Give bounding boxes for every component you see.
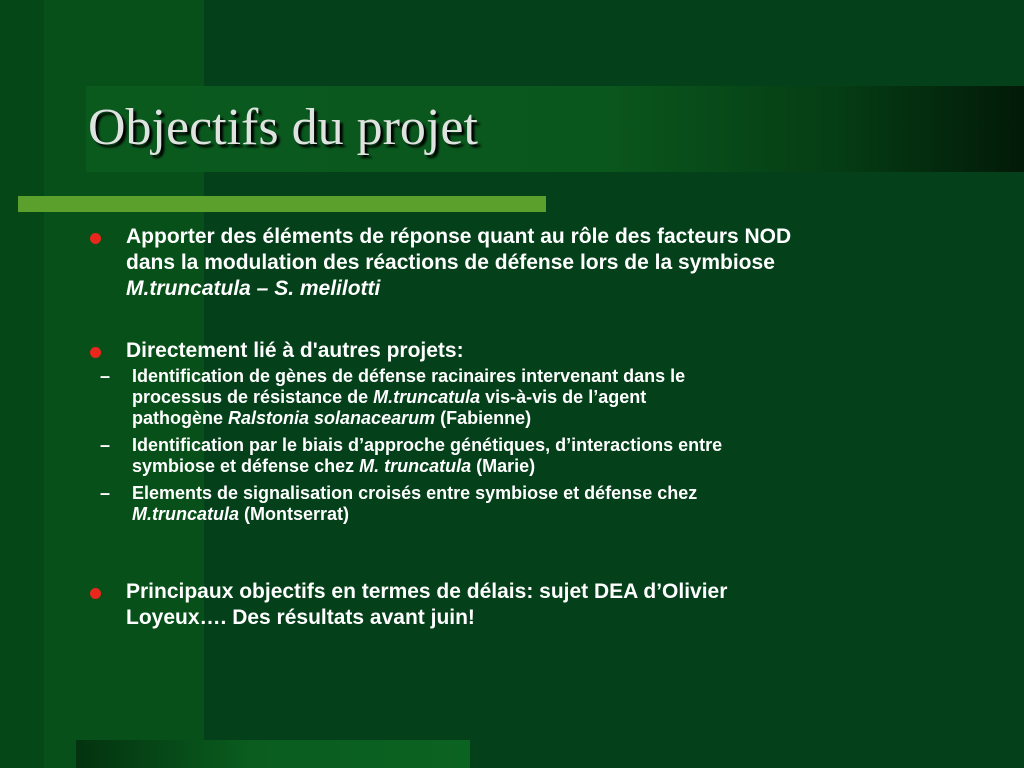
text-run: vis-à-vis de l’agent [480, 387, 647, 407]
sub-item-fabienne [86, 366, 966, 429]
dash-icon: – [100, 366, 111, 386]
dash-icon: – [100, 435, 111, 455]
sub-line [132, 408, 966, 429]
sub-item-montserrat [86, 483, 966, 525]
sub-line [132, 387, 966, 408]
slide-title: Objectifs du projet [88, 99, 478, 156]
sub-line: Elements de signalisation croisés entre symbiose et défense chez [132, 483, 698, 503]
red-dot-icon [90, 233, 101, 244]
bullet-item-related-projects [86, 338, 966, 364]
text-run: symbiose et défense chez [132, 456, 360, 476]
red-dot-icon [90, 347, 101, 358]
text-run: (Montserrat) [239, 504, 350, 524]
sub-line [132, 504, 966, 525]
species-name: M.truncatula [132, 504, 240, 524]
background-left-strip [0, 0, 44, 768]
sub-line [132, 456, 966, 477]
bullet-item-timeline [86, 579, 966, 631]
species-name: Ralstonia solanacearum [228, 408, 436, 428]
text-run: pathogène [132, 408, 229, 428]
sub-line: Identification de gènes de défense racinaires intervenant dans le [132, 366, 686, 386]
red-dot-icon [90, 588, 101, 599]
slide-body [86, 224, 966, 631]
sub-list [86, 366, 966, 525]
bullet-line [126, 276, 966, 302]
text-run: processus de résistance de [132, 387, 374, 407]
bullet-line: Principaux objectifs en termes de délais: sujet DEA d’Olivier [126, 580, 728, 603]
bullet-line: Loyeux…. Des résultats avant juin! [126, 606, 475, 629]
bullet-line: Apporter des éléments de réponse quant au rôle des facteurs NOD [126, 225, 792, 248]
species-name: M.truncatula [373, 387, 481, 407]
species-name: M. truncatula [359, 456, 472, 476]
sub-line: Identification par le biais d’approche génétiques, d’interactions entre [132, 435, 723, 455]
dash-icon: – [100, 483, 111, 503]
bullet-line: dans la modulation des réactions de défense lors de la symbiose [126, 251, 775, 274]
bullet-item-objectives [86, 224, 966, 302]
text-run: (Fabienne) [435, 408, 532, 428]
bottom-band [76, 740, 470, 768]
species-name: M.truncatula – S. melilotti [126, 277, 381, 300]
bullet-line: Directement lié à d'autres projets: [126, 339, 464, 362]
accent-bar [18, 196, 546, 212]
text-run: (Marie) [471, 456, 536, 476]
sub-item-marie [86, 435, 966, 477]
